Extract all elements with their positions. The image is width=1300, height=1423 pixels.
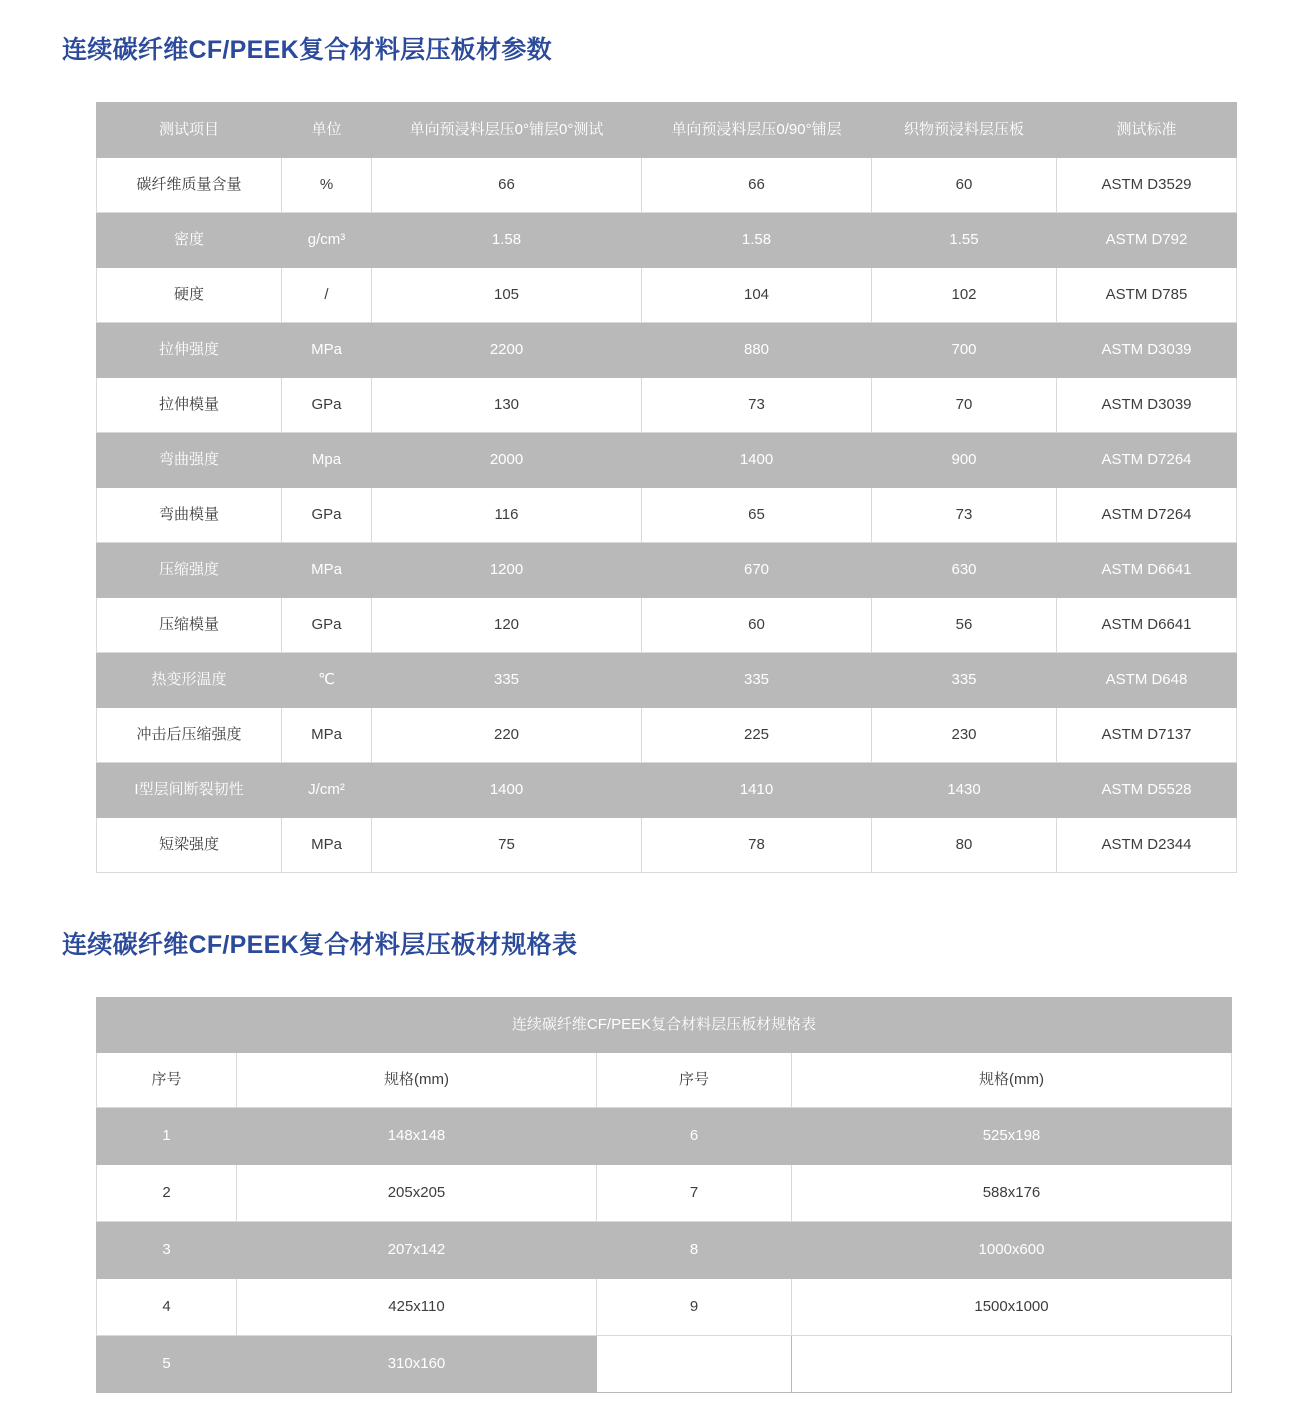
cell-fabric: 56 — [872, 598, 1057, 653]
table-row — [97, 653, 1237, 708]
cell-ud0: 120 — [372, 598, 642, 653]
cell-standard: ASTM D7264 — [1057, 488, 1237, 543]
spec-col-header-0: 序号 — [97, 1053, 237, 1108]
cell-item: 冲击后压缩强度 — [97, 708, 282, 763]
table-row — [97, 818, 1237, 873]
cell-ud0: 1.58 — [372, 213, 642, 268]
specification-table — [96, 997, 1232, 1393]
cell-item: I型层间断裂韧性 — [97, 763, 282, 818]
cell-ud090: 65 — [642, 488, 872, 543]
cell-fabric: 102 — [872, 268, 1057, 323]
cell-ud090: 335 — [642, 653, 872, 708]
cell-unit: GPa — [282, 378, 372, 433]
cell-standard: ASTM D3529 — [1057, 158, 1237, 213]
cell-unit: MPa — [282, 708, 372, 763]
table-row — [97, 268, 1237, 323]
cell-item: 碳纤维质量含量 — [97, 158, 282, 213]
cell-ud0: 335 — [372, 653, 642, 708]
cell-unit: Mpa — [282, 433, 372, 488]
cell-unit: ℃ — [282, 653, 372, 708]
cell-item: 热变形温度 — [97, 653, 282, 708]
cell-index-left: 2 — [97, 1165, 237, 1222]
table-row — [97, 213, 1237, 268]
cell-fabric: 70 — [872, 378, 1057, 433]
table-row — [97, 708, 1237, 763]
cell-ud090: 670 — [642, 543, 872, 598]
cell-item: 密度 — [97, 213, 282, 268]
cell-ud090: 225 — [642, 708, 872, 763]
list-item — [97, 1279, 1232, 1336]
spec-section-heading: 连续碳纤维CF/PEEK复合材料层压板材规格表 — [62, 931, 578, 959]
cell-item: 硬度 — [97, 268, 282, 323]
cell-size-left: 425x110 — [237, 1279, 597, 1336]
cell-size-left: 207x142 — [237, 1222, 597, 1279]
cell-ud0: 1200 — [372, 543, 642, 598]
cell-ud0: 116 — [372, 488, 642, 543]
table-row — [97, 158, 1237, 213]
list-item — [97, 1108, 1232, 1165]
table-row — [97, 598, 1237, 653]
list-item — [97, 1222, 1232, 1279]
cell-ud090: 1.58 — [642, 213, 872, 268]
cell-standard: ASTM D5528 — [1057, 763, 1237, 818]
cell-ud0: 2200 — [372, 323, 642, 378]
params-col-header-4: 织物预浸料层压板 — [872, 103, 1057, 158]
spec-table-wrap — [0, 997, 1300, 1393]
cell-item: 弯曲模量 — [97, 488, 282, 543]
cell-size-right: 588x176 — [792, 1165, 1232, 1222]
spec-col-header-3: 规格(mm) — [792, 1053, 1232, 1108]
table-row — [97, 323, 1237, 378]
cell-ud090: 60 — [642, 598, 872, 653]
cell-size-left: 148x148 — [237, 1108, 597, 1165]
cell-fabric: 60 — [872, 158, 1057, 213]
spec-col-header-1: 规格(mm) — [237, 1053, 597, 1108]
cell-standard: ASTM D785 — [1057, 268, 1237, 323]
cell-standard: ASTM D6641 — [1057, 598, 1237, 653]
cell-size-left: 310x160 — [237, 1336, 597, 1393]
cell-index-left: 5 — [97, 1336, 237, 1393]
table-row — [97, 763, 1237, 818]
cell-ud0: 105 — [372, 268, 642, 323]
cell-size-right: 1000x600 — [792, 1222, 1232, 1279]
cell-fabric: 900 — [872, 433, 1057, 488]
cell-fabric: 1430 — [872, 763, 1057, 818]
cell-ud090: 66 — [642, 158, 872, 213]
cell-unit: % — [282, 158, 372, 213]
cell-standard: ASTM D7137 — [1057, 708, 1237, 763]
spec-table-header-row — [97, 1053, 1232, 1108]
cell-item: 拉伸强度 — [97, 323, 282, 378]
cell-index-left: 3 — [97, 1222, 237, 1279]
spec-table-title: 连续碳纤维CF/PEEK复合材料层压板材规格表 — [97, 998, 1232, 1053]
cell-index-right: 9 — [597, 1279, 792, 1336]
cell-ud0: 75 — [372, 818, 642, 873]
cell-standard: ASTM D792 — [1057, 213, 1237, 268]
cell-standard: ASTM D2344 — [1057, 818, 1237, 873]
cell-fabric: 230 — [872, 708, 1057, 763]
cell-standard: ASTM D648 — [1057, 653, 1237, 708]
cell-size-right: 1500x1000 — [792, 1279, 1232, 1336]
cell-unit: MPa — [282, 543, 372, 598]
cell-size-left: 205x205 — [237, 1165, 597, 1222]
cell-ud0: 66 — [372, 158, 642, 213]
params-section-heading: 连续碳纤维CF/PEEK复合材料层压板材参数 — [62, 36, 552, 64]
params-col-header-1: 单位 — [282, 103, 372, 158]
table-row — [97, 543, 1237, 598]
cell-standard: ASTM D3039 — [1057, 323, 1237, 378]
cell-index-right-empty — [597, 1336, 792, 1393]
cell-size-right: 525x198 — [792, 1108, 1232, 1165]
cell-ud090: 1400 — [642, 433, 872, 488]
cell-unit: / — [282, 268, 372, 323]
cell-standard: ASTM D6641 — [1057, 543, 1237, 598]
cell-ud090: 880 — [642, 323, 872, 378]
cell-ud0: 220 — [372, 708, 642, 763]
table-row — [97, 378, 1237, 433]
cell-fabric: 700 — [872, 323, 1057, 378]
cell-ud090: 104 — [642, 268, 872, 323]
cell-ud0: 130 — [372, 378, 642, 433]
params-table-wrap — [0, 102, 1300, 873]
cell-fabric: 80 — [872, 818, 1057, 873]
cell-item: 压缩模量 — [97, 598, 282, 653]
cell-item: 短梁强度 — [97, 818, 282, 873]
cell-index-left: 1 — [97, 1108, 237, 1165]
list-item — [97, 1165, 1232, 1222]
spec-col-header-2: 序号 — [597, 1053, 792, 1108]
params-col-header-3: 单向预浸料层压0/90°铺层 — [642, 103, 872, 158]
cell-ud090: 78 — [642, 818, 872, 873]
cell-index-right: 7 — [597, 1165, 792, 1222]
spec-table-title-row — [97, 998, 1232, 1053]
params-col-header-2: 单向预浸料层压0°铺层0°测试 — [372, 103, 642, 158]
cell-index-right: 6 — [597, 1108, 792, 1165]
cell-fabric: 1.55 — [872, 213, 1057, 268]
spec-table-body — [97, 998, 1232, 1393]
cell-standard: ASTM D7264 — [1057, 433, 1237, 488]
cell-unit: MPa — [282, 323, 372, 378]
params-table-head — [97, 103, 1237, 158]
params-col-header-0: 测试项目 — [97, 103, 282, 158]
cell-ud0: 1400 — [372, 763, 642, 818]
cell-fabric: 73 — [872, 488, 1057, 543]
cell-item: 拉伸模量 — [97, 378, 282, 433]
cell-unit: GPa — [282, 598, 372, 653]
cell-ud090: 1410 — [642, 763, 872, 818]
cell-size-right-empty — [792, 1336, 1232, 1393]
cell-fabric: 335 — [872, 653, 1057, 708]
cell-item: 弯曲强度 — [97, 433, 282, 488]
cell-unit: GPa — [282, 488, 372, 543]
params-table-body — [97, 158, 1237, 873]
table-row — [97, 488, 1237, 543]
cell-unit: J/cm² — [282, 763, 372, 818]
cell-item: 压缩强度 — [97, 543, 282, 598]
cell-fabric: 630 — [872, 543, 1057, 598]
cell-index-right: 8 — [597, 1222, 792, 1279]
list-item — [97, 1336, 1232, 1393]
table-row — [97, 433, 1237, 488]
cell-unit: g/cm³ — [282, 213, 372, 268]
params-col-header-5: 测试标准 — [1057, 103, 1237, 158]
table-header-row — [97, 103, 1237, 158]
cell-ud0: 2000 — [372, 433, 642, 488]
cell-index-left: 4 — [97, 1279, 237, 1336]
cell-standard: ASTM D3039 — [1057, 378, 1237, 433]
cell-ud090: 73 — [642, 378, 872, 433]
cell-unit: MPa — [282, 818, 372, 873]
parameters-table — [96, 102, 1237, 873]
